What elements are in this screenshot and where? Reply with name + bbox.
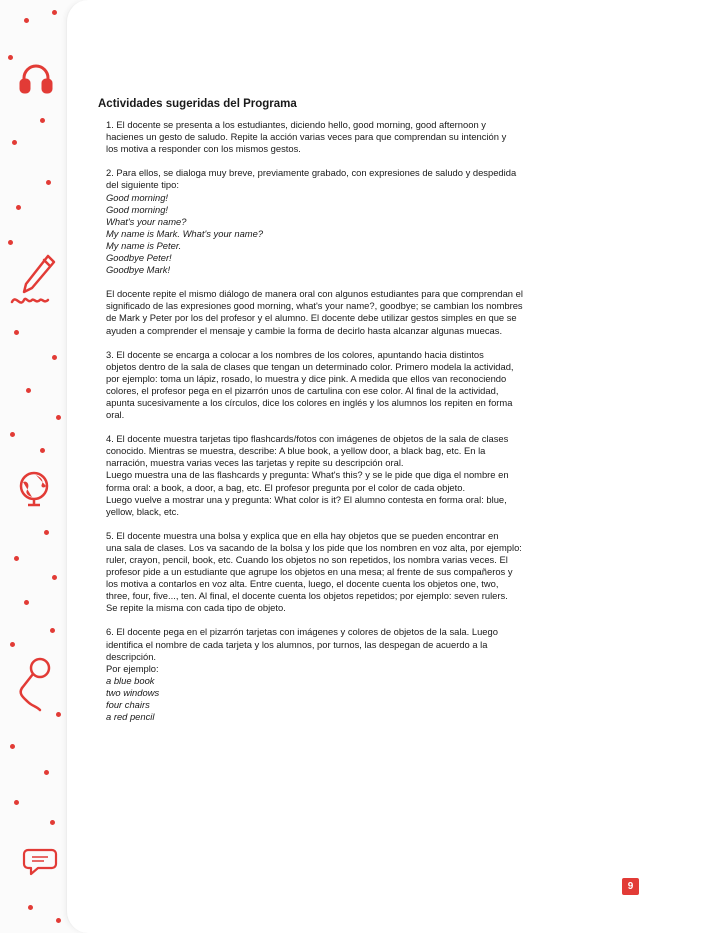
- margin-dot: [56, 918, 61, 923]
- margin-dot: [10, 432, 15, 437]
- margin-dot: [52, 575, 57, 580]
- margin-dot: [44, 530, 49, 535]
- margin-dot: [14, 330, 19, 335]
- margin-dot: [8, 240, 13, 245]
- text-line: 1. El docente se presenta a los estudiantes, diciendo hello, good morning, good afternoon y: [106, 119, 486, 131]
- dialogue-line: My name is Mark. What's your name?: [106, 227, 264, 239]
- text-line: una sala de clases. Los va sacando de la bolsa y los pide que los nombren en voz alta, por ejemplo:: [106, 541, 522, 553]
- text-line: three, four, five..., ten. Al final, el docente cuenta los objetos repetidos; por ejemplo: seven rulers.: [106, 590, 508, 602]
- text-line: objetos dentro de la sala de clases que tengan un determinado color. Primero modela la actividad,: [106, 360, 514, 372]
- example-item: two windows: [106, 686, 160, 698]
- text-line: 3. El docente se encarga a colocar a los nombres de los colores, apuntando hacia distintos: [106, 348, 484, 360]
- section-title: Actividades sugeridas del Programa: [98, 98, 297, 110]
- text-line: narración, muestra varias veces las tarjetas y repite su descripción oral.: [106, 457, 404, 469]
- text-line: 5. El docente muestra una bolsa y explica que en ella hay objetos que se pueden encontrar en: [106, 529, 499, 541]
- speech-bubble-icon: [22, 846, 58, 876]
- margin-dot: [10, 642, 15, 647]
- text-line: profesor pide a un estudiante que agrupe los objetos en una mesa; al frente de sus compañeros y: [106, 566, 513, 578]
- activity-paragraph-1: [106, 119, 628, 155]
- activity-paragraph-2b: [106, 288, 628, 336]
- headphones-icon: [16, 58, 56, 98]
- text-line: conocido. Mientras se muestra, describe: A blue book, a yellow door, a black bag, etc. En la: [106, 445, 486, 457]
- globe-icon: [14, 468, 54, 508]
- text-line: los motiva a contarlos en voz alta. Entre cuenta, luego, el docente cuenta los objetos one, two,: [106, 578, 499, 590]
- margin-dot: [40, 448, 45, 453]
- pencil-icon: [8, 250, 60, 310]
- activity-paragraph-5: [106, 530, 628, 615]
- margin-dot: [50, 820, 55, 825]
- text-line: significado de las expresiones good morning, what's your name?, goodbye; se cambian los nombres: [106, 300, 523, 312]
- margin-dot: [52, 10, 57, 15]
- margin-dot: [56, 712, 61, 717]
- activity-paragraph-3: [106, 349, 628, 422]
- page-number-badge: 9: [622, 878, 639, 895]
- dialogue-line: Good morning!: [106, 203, 169, 215]
- text-line: Luego muestra una de las flashcards y pregunta: What's this? y se le pide que diga el nombre en: [106, 469, 509, 481]
- text-line: Luego vuelve a mostrar una y pregunta: What color is it? El alumno contesta en forma oral: blue,: [106, 493, 507, 505]
- margin-dot: [46, 180, 51, 185]
- margin-dot: [24, 600, 29, 605]
- text-line: de Mark y Peter por los del profesor y el alumno. El docente debe utilizar gestos simples en que se: [106, 312, 517, 324]
- activity-paragraph-2: [106, 167, 628, 276]
- margin-dot: [28, 905, 33, 910]
- dialogue-line: Good morning!: [106, 191, 169, 203]
- examples-label: Por ejemplo:: [106, 662, 159, 674]
- margin-dot: [8, 55, 13, 60]
- dialogue-line: My name is Peter.: [106, 239, 182, 251]
- text-line: los motiva a responder con los mismos gestos.: [106, 143, 301, 155]
- margin-dot: [44, 770, 49, 775]
- dialogue-line: Goodbye Mark!: [106, 264, 171, 276]
- text-line: del siguiente tipo:: [106, 179, 179, 191]
- text-line: 4. El docente muestra tarjetas tipo flashcards/fotos con imágenes de objetos de la sala de clases: [106, 433, 509, 445]
- text-line: oral.: [106, 409, 125, 421]
- activity-paragraph-4: [106, 433, 628, 518]
- dialogue-line: What's your name?: [106, 215, 187, 227]
- margin-dot: [56, 415, 61, 420]
- margin-dot: [50, 628, 55, 633]
- dialogue-line: Goodbye Peter!: [106, 252, 172, 264]
- example-item: a red pencil: [106, 711, 155, 723]
- margin-dot: [40, 118, 45, 123]
- margin-dot: [14, 800, 19, 805]
- text-line: ayuden a comprender el mensaje y cambie la forma de decirlo hasta alcanzar algunas muecas.: [106, 324, 503, 336]
- text-line: identifica el nombre de cada tarjeta y los alumnos, por turnos, las despegan de acuerdo a la: [106, 638, 488, 650]
- text-line: hacienes un gesto de saludo. Repite la acción varias veces para que comprendan su intención y: [106, 131, 507, 143]
- text-line: apunta sucesivamente a los círculos, dice los colores en inglés y los alumnos los repiten en forma: [106, 396, 513, 408]
- example-item: four chairs: [106, 699, 150, 711]
- text-line: descripción.: [106, 650, 157, 662]
- text-line: yellow, black, etc.: [106, 505, 179, 517]
- document-body: [98, 98, 628, 735]
- margin-dot: [52, 355, 57, 360]
- text-line: 6. El docente pega en el pizarrón tarjetas con imágenes y colores de objetos de la sala. Luego: [106, 626, 498, 638]
- text-line: Se repite la misma con cada tipo de objeto.: [106, 602, 286, 614]
- margin-dot: [24, 18, 29, 23]
- margin-dot: [26, 388, 31, 393]
- margin-dot: [12, 140, 17, 145]
- margin-dot: [14, 556, 19, 561]
- margin-dot: [10, 744, 15, 749]
- activity-paragraph-6: [106, 626, 628, 723]
- microphone-icon: [14, 656, 54, 712]
- example-item: a blue book: [106, 674, 155, 686]
- text-line: ruler, crayon, pencil, book, etc. Cuando los objetos no son repetidos, los nombra varias veces. El: [106, 554, 508, 565]
- text-line: colores, el profesor pega en el pizarrón unos de cartulina con ese color. Al final de la actividad,: [106, 384, 499, 396]
- text-line: El docente repite el mismo diálogo de manera oral con algunos estudiantes para que comprendan el: [106, 288, 523, 300]
- text-line: por ejemplo: toma un lápiz, rosado, lo muestra y dice pink. A medida que ellos van reconociendo: [106, 372, 507, 384]
- text-line: forma oral: a book, a door, a bag, etc. El profesor pregunta por el color de cada objeto.: [106, 481, 466, 493]
- text-line: 2. Para ellos, se dialoga muy breve, previamente grabado, con expresiones de saludo y despedida: [106, 167, 517, 179]
- margin-dot: [16, 205, 21, 210]
